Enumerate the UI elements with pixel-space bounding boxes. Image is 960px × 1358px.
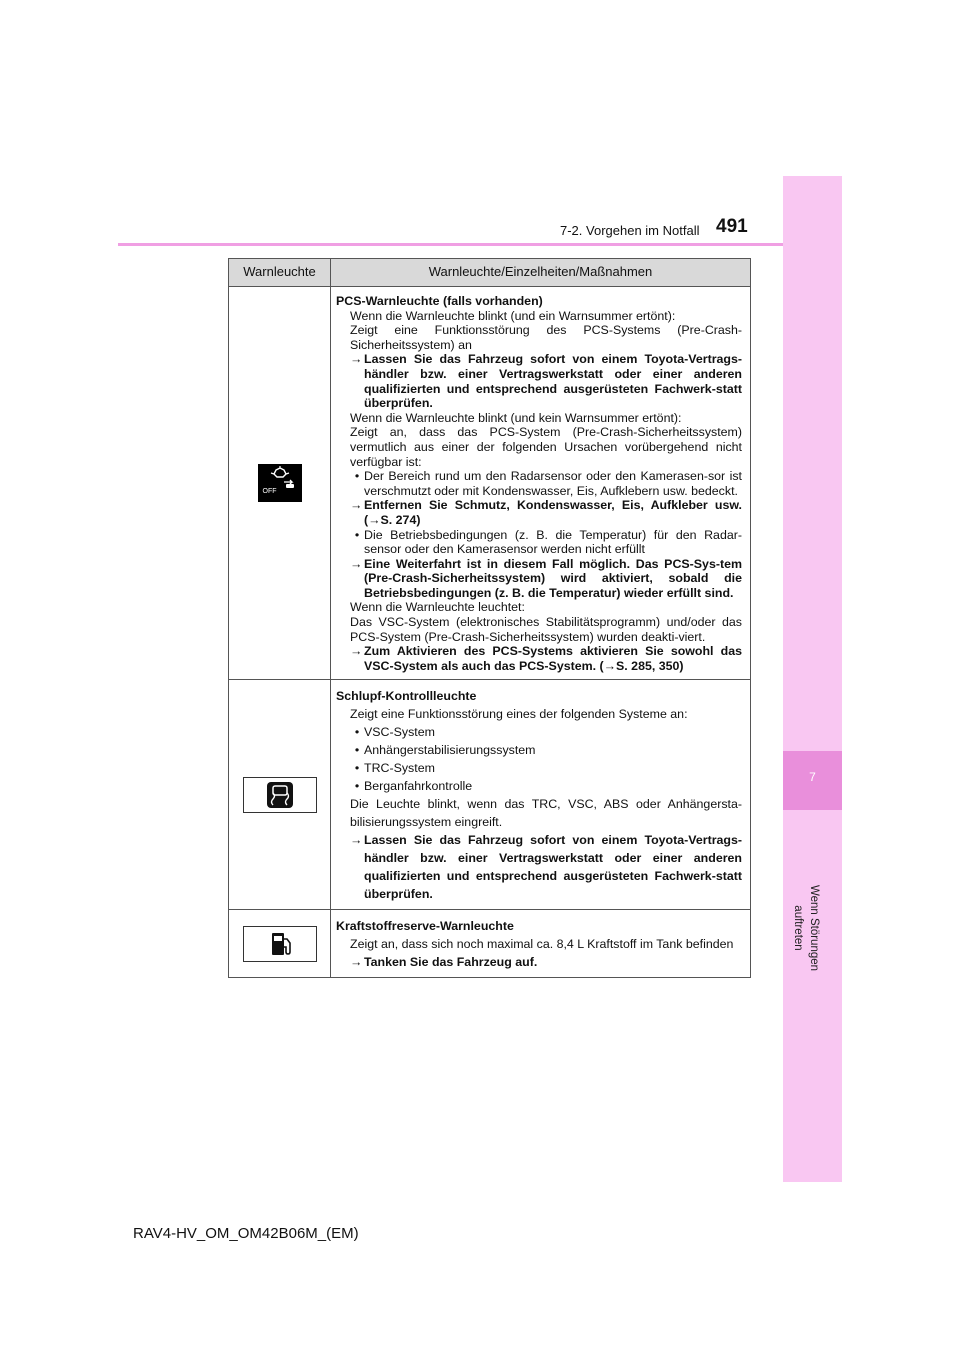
slip-bullet-text: TRC-System: [364, 761, 435, 776]
pcs-bullet: [336, 528, 742, 557]
slip-action-text: Lassen Sie das Fahrzeug sofort von einem Toyota-Vertrags-händler bzw. einer Vertragswerkstatt oder einer anderen qualifizierten und entsprechend ausgerüsteten Fachwerk-statt überprüfen.: [364, 833, 742, 902]
pcs-text: Das VSC-System (elektronisches Stabilitätsprogramm) und/oder das PCS-System (Pre-Crash-Sicherheitssystem) wurden deakti-viert.: [350, 615, 742, 644]
bullet-icon: •: [354, 725, 360, 740]
fuel-pump-icon: [243, 926, 317, 962]
pcs-title: PCS-Warnleuchte (falls vorhanden): [336, 294, 543, 308]
pcs-action-text: Lassen Sie das Fahrzeug sofort von einem Toyota-Vertrags-händler bzw. einer Vertragswerkstatt oder einer anderen qualifizierten und entsprechend ausgerüsteten Fachwerk-statt überprüfen.: [364, 352, 742, 411]
fuel-details-cell: [331, 910, 751, 978]
pcs-action: [336, 557, 742, 601]
pcs-details-cell: [331, 287, 751, 680]
table-header-row: [229, 259, 751, 287]
arrow-icon: →: [350, 498, 363, 513]
arrow-icon: →: [350, 352, 363, 367]
bullet-icon: •: [354, 779, 360, 794]
slip-bullet: [336, 741, 742, 759]
slip-bullet: [336, 777, 742, 795]
table-row-fuel: [229, 910, 751, 978]
slip-text: Zeigt eine Funktionsstörung eines der folgenden Systeme an:: [350, 707, 688, 722]
slip-icon-cell: [229, 680, 331, 910]
page-number: 491: [716, 216, 748, 237]
slip-bullet-text: Berganfahrkontrolle: [364, 779, 473, 794]
pcs-text: Wenn die Warnleuchte blinkt (und ein Warnsummer ertönt):: [350, 308, 676, 323]
pcs-bullet-text: Der Bereich rund um den Radarsensor oder den Kamerasen-sor ist verschmutzt oder mit Kondenswasser, Eis, Aufklebern usw. bedeckt.: [364, 469, 742, 498]
table-row-pcs: [229, 287, 751, 680]
section-title: 7-2. Vorgehen im Notfall: [560, 223, 700, 238]
chapter-number: 7: [809, 770, 816, 784]
fuel-text: Zeigt an, dass sich noch maximal ca. 8,4 L Kraftstoff im Tank befinden: [350, 937, 734, 952]
slip-bullet: [336, 759, 742, 777]
pcs-bullet-text: Die Betriebsbedingungen (z. B. die Temperatur) für den Radar-sensor oder den Kamerasensor werden nicht erfüllt: [364, 527, 742, 557]
slip-bullet: [336, 723, 742, 741]
slip-text: Die Leuchte blinkt, wenn das TRC, VSC, ABS oder Anhängersta-bilisierungssystem eingreift.: [350, 797, 742, 830]
pcs-text: Wenn die Warnleuchte blinkt (und kein Warnsummer ertönt):: [350, 410, 682, 425]
warning-light-table: [228, 258, 751, 978]
pcs-action: [336, 644, 742, 673]
slip-title: Schlupf-Kontrollleuchte: [336, 689, 477, 704]
pcs-action: [336, 352, 742, 410]
pcs-action-text: Eine Weiterfahrt ist in diesem Fall möglich. Das PCS-Sys-tem (Pre-Crash-Sicherheitssystem) wird aktiviert, sobald die Betriebsbedingungen (z. B. die Temperatur) wieder erfüllt sind.: [364, 556, 742, 600]
pcs-text: Zeigt an, dass das PCS-System (Pre-Crash-Sicherheitssystem) vermutlich aus einer der folgenden Ursachen vorübergehend nicht verfügbar ist:: [350, 425, 742, 469]
column-header-warning-light: Warnleuchte: [229, 259, 331, 287]
fuel-action-text: Tanken Sie das Fahrzeug auf.: [364, 955, 538, 970]
column-header-details: Warnleuchte/Einzelheiten/Maßnahmen: [331, 259, 751, 287]
pcs-action-text: Entfernen Sie Schmutz, Kondenswasser, Eis, Aufkleber usw. (→S. 274): [364, 498, 742, 527]
pcs-text: Wenn die Warnleuchte leuchtet:: [350, 600, 525, 615]
fuel-icon-cell: [229, 910, 331, 978]
pcs-warning-icon: [258, 464, 302, 502]
pcs-bullet: [336, 469, 742, 498]
slip-details-cell: [331, 680, 751, 910]
arrow-icon: →: [350, 833, 363, 848]
fuel-title: Kraftstoffreserve-Warnleuchte: [336, 919, 514, 934]
slip-action: [336, 831, 742, 903]
pcs-icon-cell: [229, 287, 331, 680]
bullet-icon: •: [354, 469, 360, 484]
table-row-slip: [229, 680, 751, 910]
pcs-action-text: Zum Aktivieren des PCS-Systems aktivieren Sie sowohl das VSC-System als auch das PCS-System. (→S. 285, 350): [364, 644, 742, 673]
chapter-title: Wenn Störungen auftreten: [792, 884, 820, 972]
document-code: RAV4-HV_OM_OM42B06M_(EM): [133, 1225, 359, 1242]
bullet-icon: •: [354, 527, 360, 542]
slip-indicator-icon: [243, 777, 317, 813]
pcs-icon-off-label: OFF: [262, 487, 277, 495]
bullet-icon: •: [354, 761, 360, 776]
header-rule: [118, 243, 783, 246]
pcs-action: [336, 498, 742, 527]
pcs-text: Zeigt eine Funktionsstörung des PCS-Systems (Pre-Crash-Sicherheitssystem) an: [350, 323, 742, 352]
bullet-icon: •: [354, 743, 360, 758]
slip-bullet-text: VSC-System: [364, 725, 435, 740]
slip-bullet-text: Anhängerstabilisierungssystem: [364, 743, 536, 758]
arrow-icon: →: [350, 955, 363, 970]
chapter-side-strip: [783, 176, 842, 1182]
fuel-action: [336, 953, 742, 971]
arrow-icon: →: [350, 556, 363, 571]
arrow-icon: →: [350, 644, 363, 659]
